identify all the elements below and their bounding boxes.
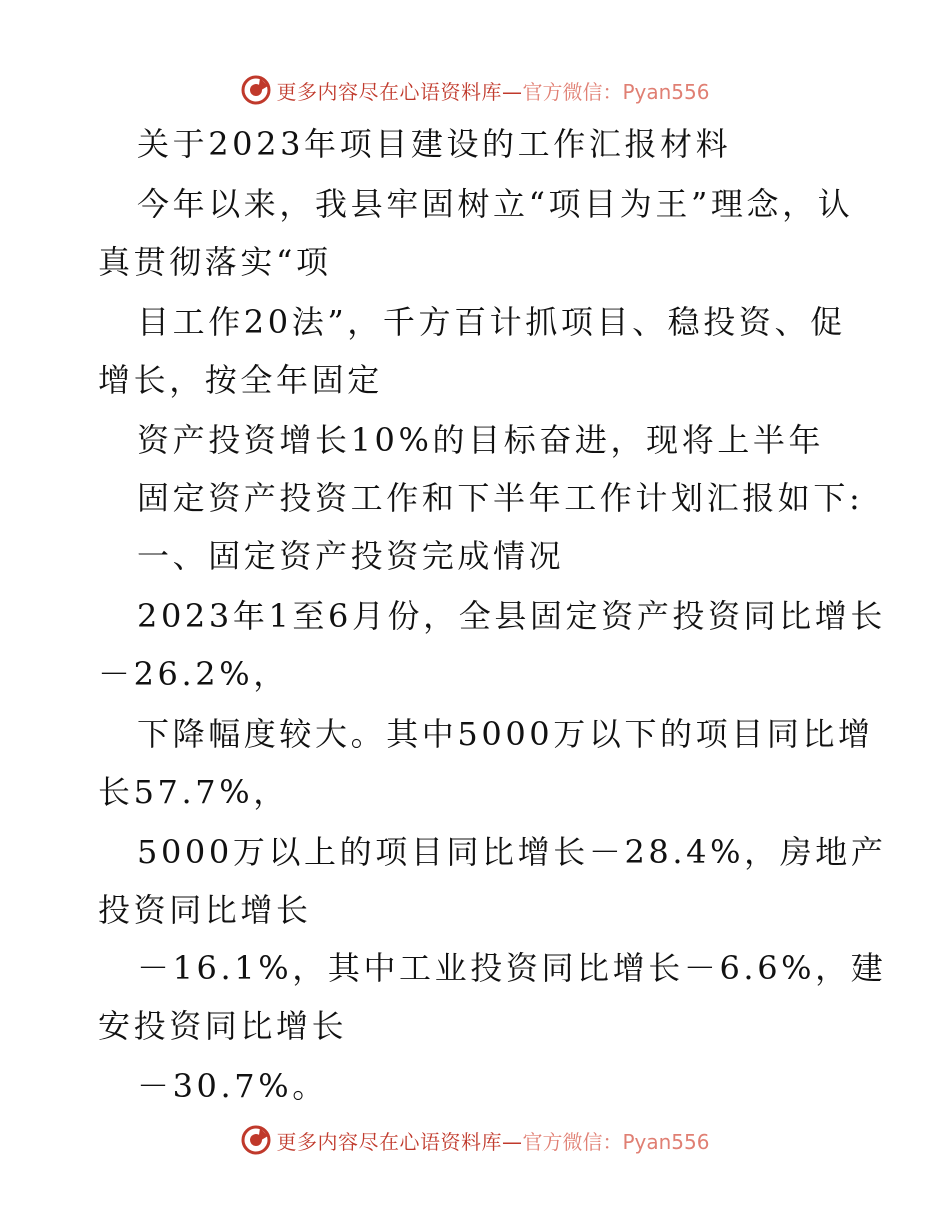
paragraph-line: 真贯彻落实“项 [98, 243, 332, 281]
paragraph-line: 目工作20法”，千方百计抓项目、稳投资、促 [137, 303, 846, 341]
banner-contact: 官方微信：Pyan556 [522, 79, 710, 104]
paragraph-line: －16.1%，其中工业投资同比增长－6.6%，建 [137, 949, 887, 987]
watermark-banner-top [0, 70, 950, 110]
paragraph-line: 增长，按全年固定 [98, 361, 383, 399]
paragraph-line: －26.2%， [98, 655, 289, 693]
brand-logo-icon [240, 74, 272, 106]
paragraph-line: 安投资同比增长 [98, 1007, 348, 1045]
paragraph-line: －30.7%。 [137, 1067, 328, 1105]
document-title: 关于2023年项目建设的工作汇报材料 [137, 125, 732, 163]
paragraph-line: 下降幅度较大。其中5000万以下的项目同比增 [137, 715, 874, 753]
paragraph-line: 2023年1至6月份，全县固定资产投资同比增长 [137, 597, 886, 635]
section-heading: 一、固定资产投资完成情况 [137, 537, 565, 575]
paragraph-line: 长57.7%， [98, 773, 289, 811]
banner-slogan: 更多内容尽在心语资料库— [276, 1129, 523, 1154]
banner-slogan: 更多内容尽在心语资料库— [276, 79, 523, 104]
watermark-banner-bottom [0, 1120, 950, 1160]
paragraph-line: 固定资产投资工作和下半年工作计划汇报如下: [137, 479, 864, 517]
brand-logo-icon [240, 1124, 272, 1156]
paragraph-line: 5000万以上的项目同比增长－28.4%，房地产 [137, 833, 887, 871]
paragraph-line: 今年以来，我县牢固树立“项目为王”理念，认 [137, 185, 854, 223]
paragraph-line: 投资同比增长 [98, 891, 312, 929]
banner-contact: 官方微信：Pyan556 [522, 1129, 710, 1154]
paragraph-line: 资产投资增长10%的目标奋进，现将上半年 [137, 421, 825, 459]
